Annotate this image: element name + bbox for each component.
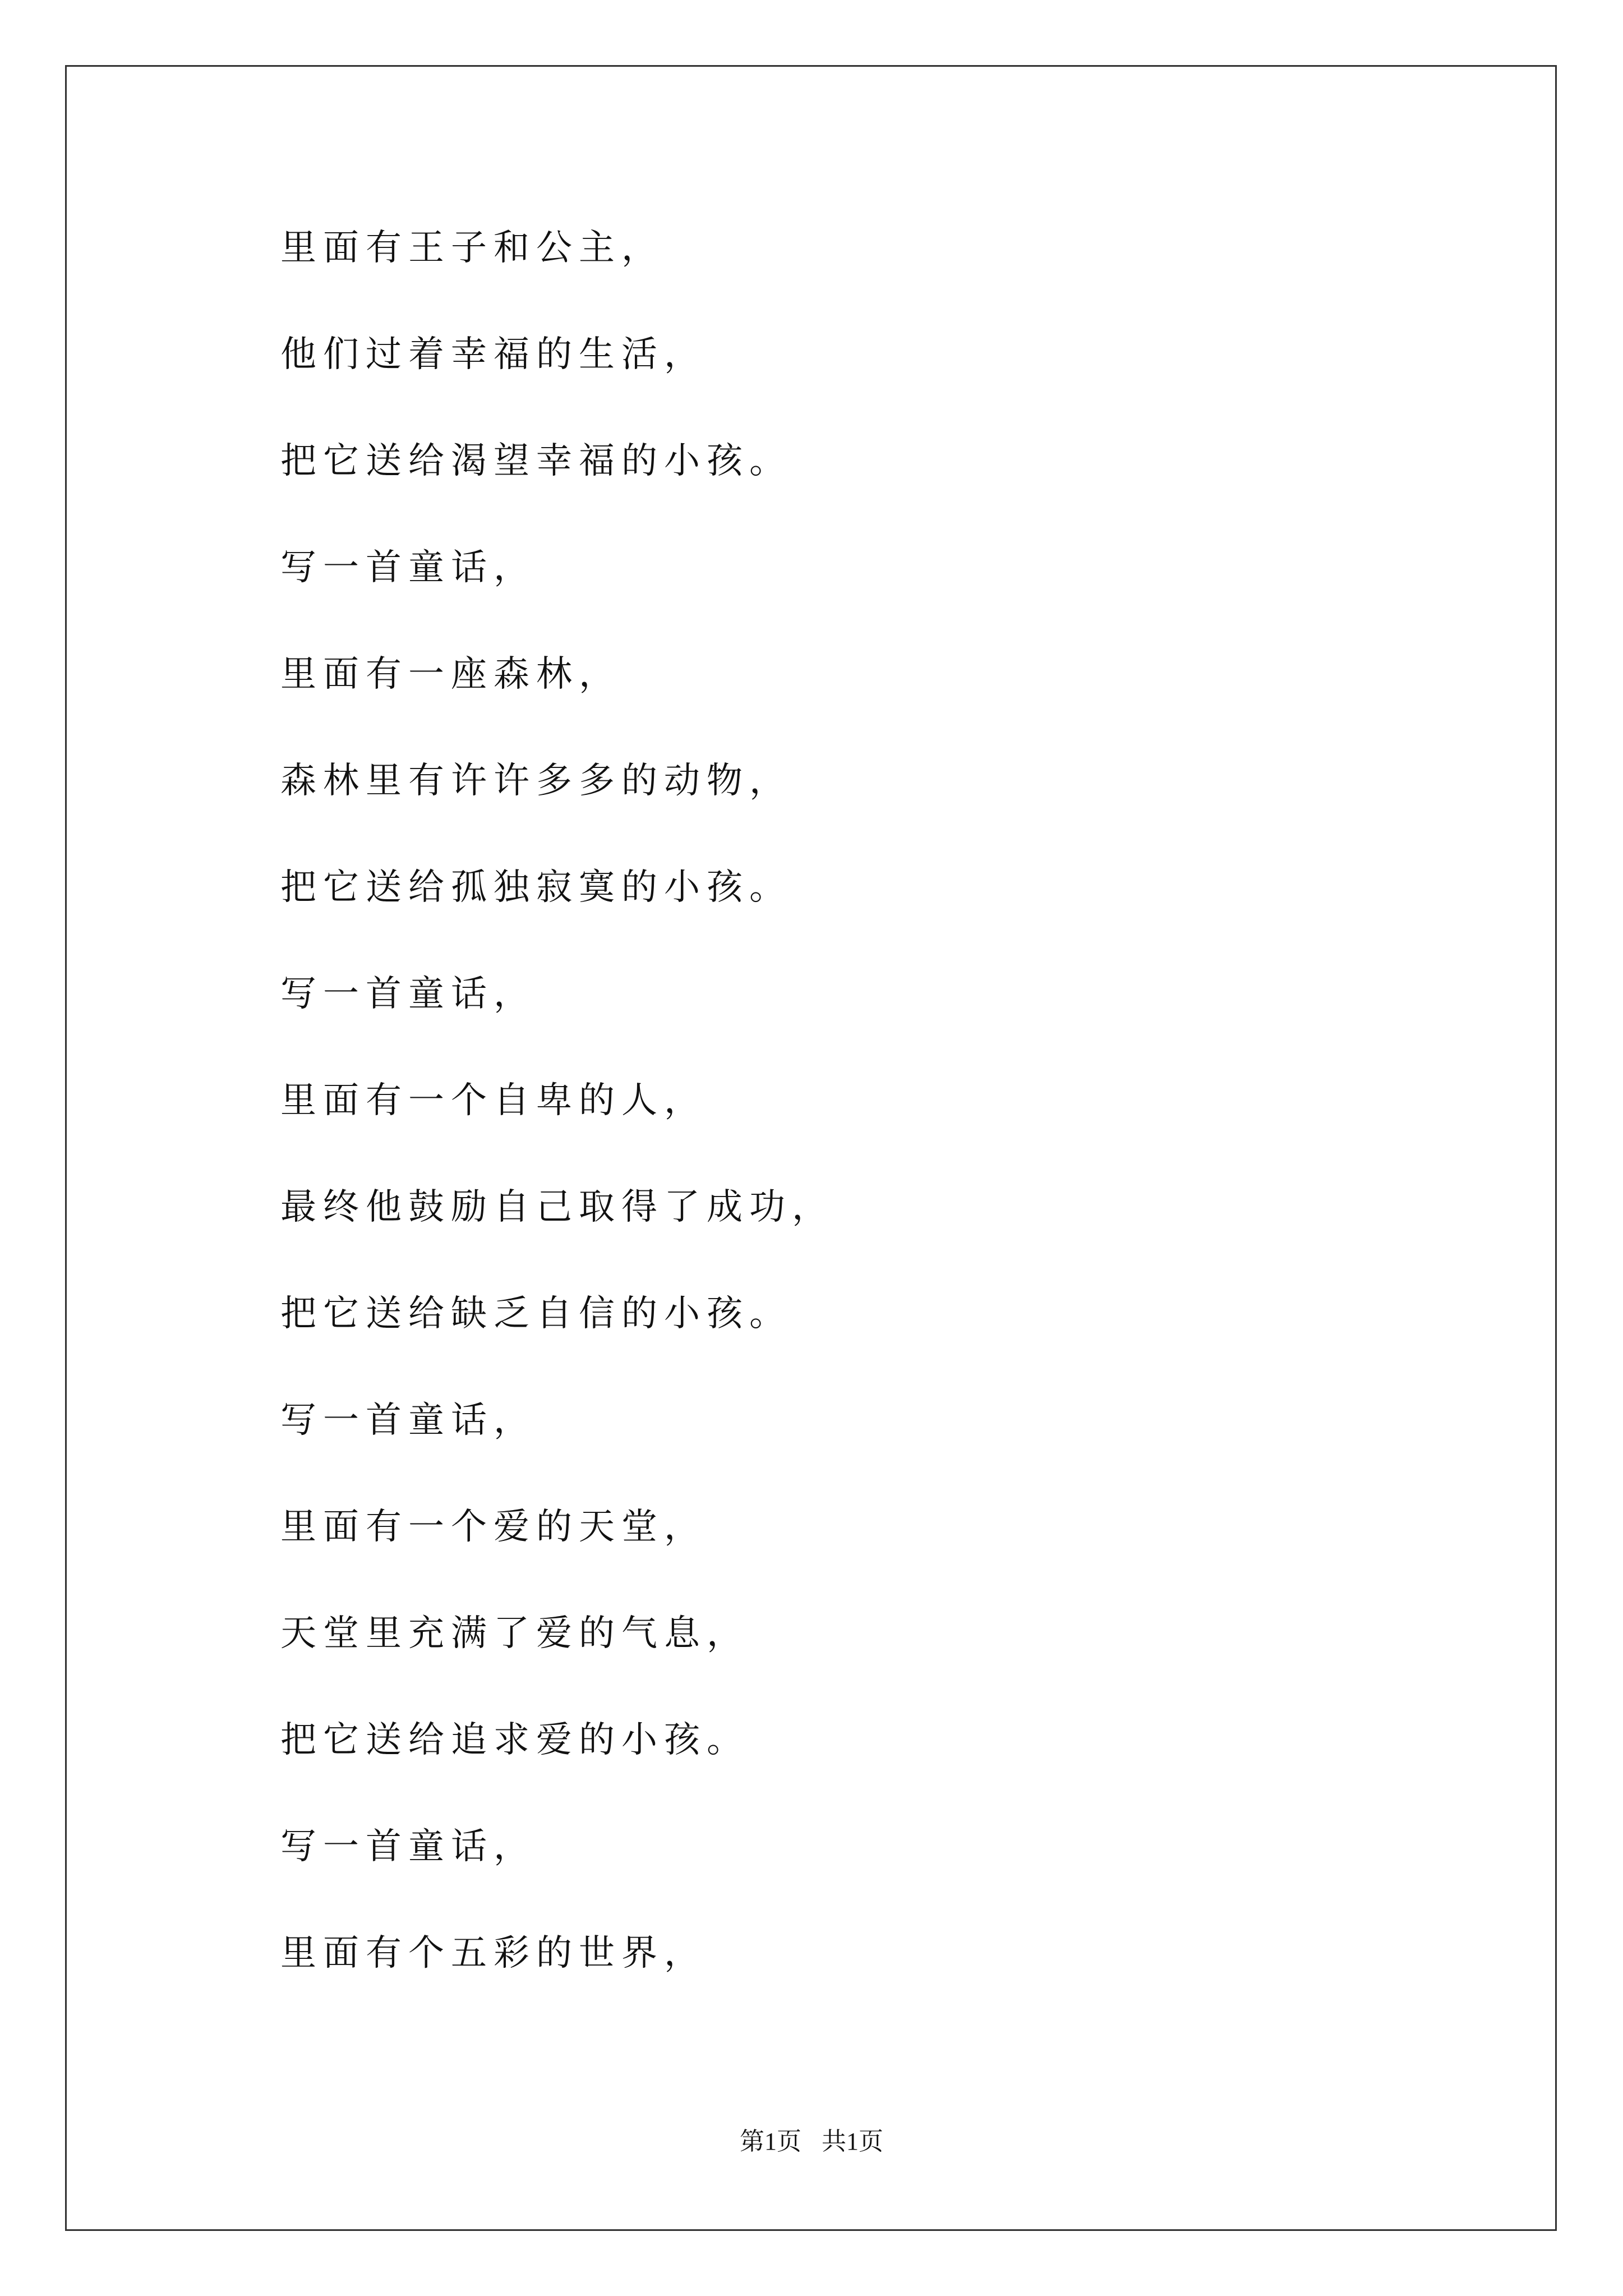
poem-line: 里面有一个爱的天堂， bbox=[280, 1506, 707, 1548]
poem-line: 最终他鼓励自己取得了成功， bbox=[280, 1186, 834, 1228]
poem-line: 写一首童话， bbox=[280, 1400, 536, 1441]
poem-line: 森林里有许许多多的动物， bbox=[280, 760, 792, 802]
page-footer bbox=[0, 2126, 1623, 2157]
poem-line: 里面有一个自卑的人， bbox=[280, 1080, 707, 1121]
poem-line: 里面有个五彩的世界， bbox=[280, 1932, 707, 1974]
poem-line: 他们过着幸福的生活， bbox=[280, 334, 707, 375]
poem-line: 把它送给追求爱的小孩。 bbox=[280, 1719, 749, 1761]
poem-line: 里面有一座森林， bbox=[280, 654, 621, 695]
poem-line: 天堂里充满了爱的气息， bbox=[280, 1613, 749, 1654]
poem-line: 写一首童话， bbox=[280, 547, 536, 588]
page-number-current: 第1页 bbox=[740, 2128, 801, 2155]
poem-line: 里面有王子和公主， bbox=[280, 227, 664, 269]
poem-line: 写一首童话， bbox=[280, 1826, 536, 1867]
poem-line: 把它送给渴望幸福的小孩。 bbox=[280, 440, 792, 482]
poem-line: 把它送给缺乏自信的小孩。 bbox=[280, 1293, 792, 1335]
poem-line: 写一首童话， bbox=[280, 973, 536, 1015]
page-frame bbox=[65, 65, 1557, 2231]
poem-line: 把它送给孤独寂寞的小孩。 bbox=[280, 867, 792, 908]
page-number-total: 共1页 bbox=[822, 2128, 883, 2155]
